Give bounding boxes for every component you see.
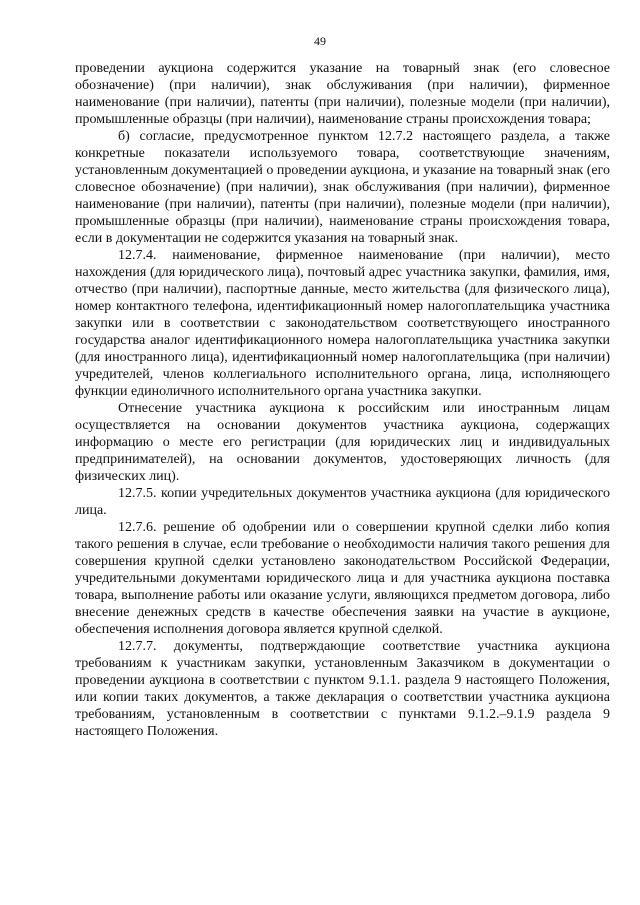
paragraph-classification-note: Отнесение участника аукциона к российским или иностранным лицам осуществляется на основании документов участника аукциона, содержащих информацию о месте его регистрации (для юридических лиц и индивидуальных предпринимателей), на основании документов, удостоверяющих личность (для физических лиц).: [75, 401, 610, 484]
paragraph-item-12-7-7: 12.7.7. документы, подтверждающие соответствие участника аукциона требованиям к участникам закупки, установленным Заказчиком в документации о проведении аукциона в соответствии с пунктом 9.1.1. раздела 9 настоящего Положения, или копии таких документов, а также декларация о соответствии участника аукциона требованиям, установленным в соответствии с пунктами 9.1.2.–9.1.9 раздела 9 настоящего Положения.: [75, 639, 610, 739]
page-number: 49: [314, 34, 326, 48]
document-body: [75, 60, 610, 740]
paragraph-item-b: б) согласие, предусмотренное пунктом 12.7.2 настоящего раздела, а также конкретные показатели используемого товара, соответствующие значениям, установленным документацией о проведении аукциона, и указание на товарный знак (его словесное обозначение) (при наличии), знак обслуживания (при наличии), фирменное наименование (при наличии), патенты (при наличии), полезные модели (при наличии), промышленные образцы (при наличии), наименование страны происхождения товара, если в документации не содержится указания на товарный знак.: [75, 129, 610, 246]
paragraph-item-12-7-4: 12.7.4. наименование, фирменное наименование (при наличии), место нахождения (для юридического лица), почтовый адрес участника закупки, фамилия, имя, отчество (при наличии), паспортные данные, место жительства (для физического лица), номер контактного телефона, идентификационный номер налогоплательщика участника закупки или в соответствии с законодательством соответствующего иностранного государства аналог идентификационного номера налогоплательщика участника закупки (для иностранного лица), идентификационный номер налогоплательщика (при наличии) учредителей, членов коллегиального исполнительного органа, лица, исполняющего функции единоличного исполнительного органа участника закупки.: [75, 248, 610, 399]
paragraph-item-12-7-5: 12.7.5. копии учредительных документов участника аукциона (для юридического лица.: [75, 486, 610, 518]
paragraph-item-12-7-6: 12.7.6. решение об одобрении или о совершении крупной сделки либо копия такого решения в случае, если требование о необходимости наличия такого решения для совершения крупной сделки установлено законодательством Российской Федерации, учредительными документами юридического лица и для участника аукциона поставка товара, выполнение работы или оказание услуги, являющихся предметом договора, либо внесение денежных средств в качестве обеспечения заявки на участие в аукционе, обеспечения исполнения договора является крупной сделкой.: [75, 520, 610, 637]
paragraph-continuation-a: проведении аукциона содержится указание на товарный знак (его словесное обозначение) (при наличии), знак обслуживания (при наличии), фирменное наименование (при наличии), патенты (при наличии), полезные модели (при наличии), промышленные образцы (при наличии), наименование страны происхождения товара;: [75, 61, 610, 127]
